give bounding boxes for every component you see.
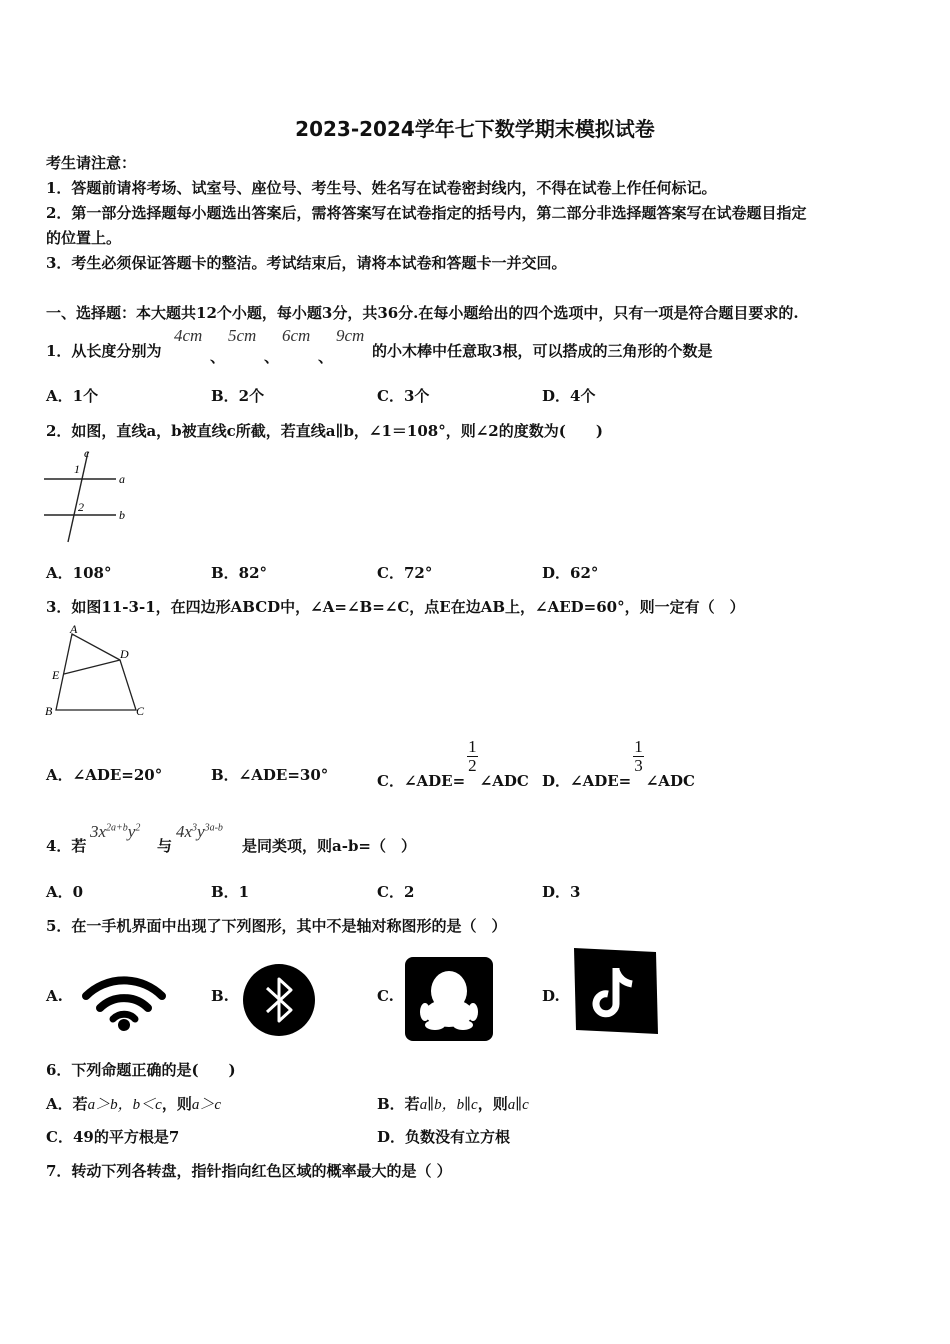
vertex-c-label: C — [136, 704, 145, 718]
vertex-b-label: B — [45, 704, 53, 718]
angle-1-label: 1 — [74, 462, 80, 476]
q1-length: 4cm — [174, 326, 203, 345]
q2-stem: 2．如图，直线a，b被直线c所截，若直线a∥b，∠1＝108°，则∠2的度数为( ) — [46, 422, 603, 440]
q1-stem-pre: 1．从长度分别为 — [46, 342, 162, 360]
term2-y: y — [197, 822, 205, 841]
label-b: b — [119, 508, 125, 522]
term1-y: y — [127, 822, 136, 841]
q2-option-b: B．82° — [211, 564, 268, 582]
notice-heading: 考生请注意： — [46, 154, 137, 172]
math-expr: a＞b，b＜c — [87, 1097, 162, 1113]
q5-option-a: A. — [46, 987, 63, 1005]
q4-post: 是同类项，则a-b=（ ） — [242, 837, 417, 855]
q5-option-b: B. — [211, 987, 229, 1005]
quadrilateral-figure — [40, 622, 155, 722]
q4-option-b: B．1 — [211, 883, 250, 901]
q1-sep: 、 — [318, 348, 334, 366]
parallel-lines-figure — [40, 448, 140, 548]
q3-option-d — [542, 737, 695, 791]
q4-option-c: C．2 — [377, 883, 415, 901]
q1-length: 5cm — [228, 326, 257, 345]
label-a: a — [119, 472, 125, 486]
fraction-one-half — [467, 738, 478, 775]
q1-option-d: D．4个 — [542, 387, 596, 405]
q1-option-c: C．3个 — [377, 387, 430, 405]
q4-term1 — [90, 822, 140, 842]
notice-item: 3．考生必须保证答题卡的整洁。考试结束后，请将本试卷和答题卡一并交回。 — [46, 254, 567, 272]
q1-stem-post: 的小木棒中任意取3根，可以搭成的三角形的个数是 — [372, 342, 713, 360]
q3-option-b: B．∠ADE=30° — [211, 766, 329, 784]
numerator: 1 — [634, 737, 643, 756]
q2-option-a: A．108° — [46, 564, 112, 582]
q4-pre: 4．若 — [46, 837, 87, 855]
q1-length: 9cm — [336, 326, 365, 345]
notice-item: 的位置上。 — [46, 229, 122, 247]
fraction-one-third — [633, 738, 644, 775]
vertex-a-label: A — [70, 622, 78, 636]
term2-coef: 4x — [176, 822, 193, 841]
q3-option-c — [377, 737, 529, 791]
math-expr: a∥b，b∥c — [419, 1097, 478, 1113]
quadrilateral-abcd — [56, 634, 136, 710]
q3-option-d-post: ∠ADC — [645, 772, 695, 791]
math-expr: a∥c — [507, 1097, 529, 1113]
label-c: c — [84, 448, 90, 460]
wifi-icon — [80, 968, 168, 1034]
angle-2-label: 2 — [78, 500, 84, 514]
q6-option-a — [46, 1093, 221, 1114]
q5-option-d: D. — [542, 987, 560, 1005]
page-title: 2023-2024学年七下数学期末模拟试卷 — [295, 117, 655, 141]
q5-option-c: C. — [377, 987, 394, 1005]
vertex-d-label: D — [120, 647, 129, 661]
term1-coef: 3x — [90, 822, 107, 841]
term1-exp: 2a+b — [106, 822, 128, 834]
q6-stem: 6．下列命题正确的是( ) — [46, 1061, 236, 1079]
notice-item: 2．第一部分选择题每小题选出答案后，需将答案写在试卷指定的括号内，第二部分非选择题答案写在试卷题目指定 — [46, 204, 807, 222]
term1-yexp: 2 — [135, 822, 141, 834]
q6-option-b — [377, 1093, 529, 1114]
q3-option-c-pre: C．∠ADE= — [377, 772, 466, 791]
q3-option-a: A．∠ADE=20° — [46, 766, 163, 784]
segment-ed — [64, 660, 120, 674]
q3-stem: 3．如图11-3-1，在四边形ABCD中，∠A=∠B=∠C，点E在边AB上，∠AED=60°，则一定有（ ） — [46, 598, 745, 616]
section-heading: 一、选择题：本大题共12个小题，每小题3分，共36分.在每小题给出的四个选项中，只有一项是符合题目要求的. — [46, 304, 799, 322]
point-e-label: E — [52, 668, 60, 682]
q1-option-a: A．1个 — [46, 387, 99, 405]
qq-penguin-icon — [405, 957, 493, 1041]
q3-option-c-post: ∠ADC — [479, 772, 529, 791]
q5-stem: 5．在一手机界面中出现了下列图形，其中不是轴对称图形的是（ ） — [46, 917, 507, 935]
term2-yexp: 3a-b — [204, 822, 223, 834]
denominator: 3 — [634, 755, 643, 775]
numerator: 1 — [468, 737, 477, 756]
q4-mid: 与 — [157, 837, 173, 855]
bluetooth-icon — [241, 962, 317, 1038]
q1-sep: 、 — [210, 348, 226, 366]
q1-option-b: B．2个 — [211, 387, 265, 405]
q4-term2 — [176, 822, 223, 842]
q2-option-d: D．62° — [542, 564, 599, 582]
option-label: A．若 — [46, 1095, 88, 1113]
q7-stem: 7．转动下列各转盘，指针指向红色区域的概率最大的是（ ） — [46, 1162, 452, 1180]
notice-item: 1．答题前请将考场、试室号、座位号、考生号、姓名写在试卷密封线内，不得在试卷上作任何标记。 — [46, 179, 717, 197]
math-expr: a＞c — [191, 1097, 221, 1113]
q1-length: 6cm — [282, 326, 311, 345]
q4-option-a: A．0 — [46, 883, 84, 901]
denominator: 2 — [468, 755, 477, 775]
option-label: B．若 — [377, 1095, 420, 1113]
q2-option-c: C．72° — [377, 564, 433, 582]
q1-sep: 、 — [264, 348, 280, 366]
q4-option-d: D．3 — [542, 883, 581, 901]
option-text: ，则 — [161, 1095, 192, 1113]
q6-option-c: C．49的平方根是7 — [46, 1128, 180, 1146]
option-text: ，则 — [477, 1095, 508, 1113]
q3-option-d-pre: D．∠ADE= — [542, 772, 632, 791]
tiktok-icon — [572, 946, 660, 1036]
term2-exp: 3 — [192, 822, 198, 834]
q6-option-d: D．负数没有立方根 — [377, 1128, 511, 1146]
